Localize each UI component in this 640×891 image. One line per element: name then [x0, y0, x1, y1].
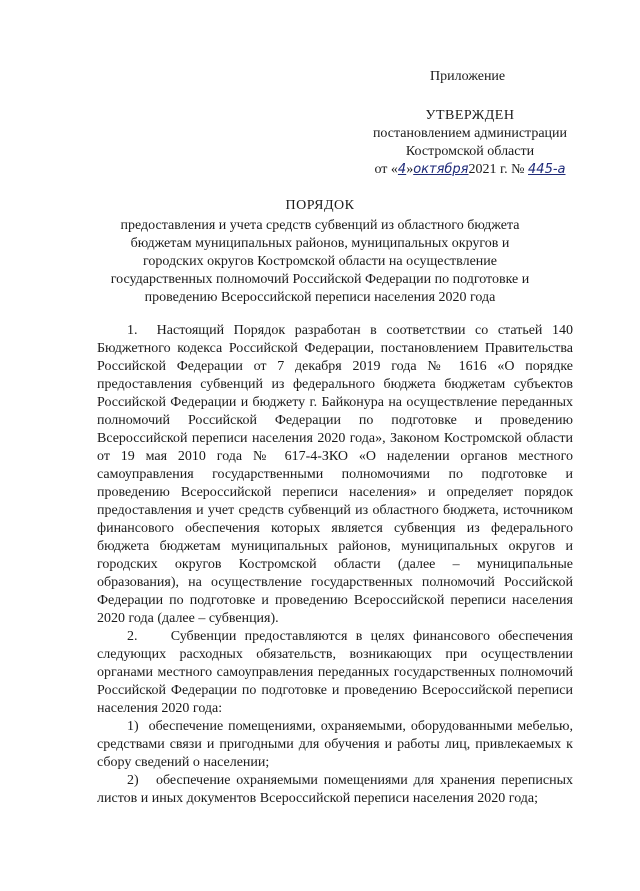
paragraph-2: 2. Субвенции предоставляются в целях финансового обеспечения следующих расходных обязательств, возникающих при осуществлении органами местного самоуправления переданных государственных полномочий Российской Федерации по подготовке и проведению Всероссийской переписи населения 2020 года:: [97, 629, 573, 716]
appendix-label: Приложение: [430, 69, 506, 84]
approved-heading: УТВЕРЖДЕН: [425, 108, 515, 123]
date-prefix: от «: [374, 162, 398, 177]
approval-date-line: [350, 161, 590, 179]
handwritten-day: 4: [397, 162, 407, 177]
approved-by-line-1: постановлением администрации: [372, 126, 568, 141]
handwritten-month: октября: [413, 162, 469, 177]
document-subtitle: предоставления и учета средств субвенций из областного бюджета бюджетам муниципальных районов, муниципальных округов и городских округов Костромской области на осуществление государственных полномочий Российской Федерации по подготовке и проведению Всероссийской переписи населения 2020 года: [110, 218, 530, 305]
paragraph-1: 1. Настоящий Порядок разработан в соответствии со статьей 140 Бюджетного кодекса Российской Федерации, постановлением Правительства Российской Федерации от 7 декабря 2019 года № 1616 «О порядке предоставления субвенций из федерального бюджета бюджетам субъектов Российской Федерации и бюджету г. Байконура на осуществление переданных полномочий Российской Федерации по подготовке и проведению Всероссийской переписи населения 2020 года», Законом Костромской области от 19 мая 2010 года № 617-4-ЗКО «О наделении органов местного самоуправления государственными полномочиями по подготовке и проведению Всероссийской переписи населения» и определяет порядок предоставления и учет средств субвенций из областного бюджета, источником финансового обеспечения которых является субвенция из федерального бюджета бюджетам муниципальных районов, муниципальных округов и городских округов Костромской области (далее – муниципальные образования), на осуществление государственных полномочий Российской Федерации по подготовке и проведению Всероссийской переписи населения 2020 года (далее – субвенция).: [97, 323, 573, 626]
handwritten-document-number: 445-а: [528, 162, 566, 177]
date-separator: »: [406, 162, 414, 177]
document-title: ПОРЯДОК: [285, 198, 355, 213]
list-item-2: 2) обеспечение охраняемыми помещениями для хранения переписных листов и иных документов Всероссийской переписи населения 2020 года;: [97, 773, 573, 806]
document-body: [97, 322, 573, 808]
approved-by-line-2: Костромской области: [405, 144, 535, 159]
list-item-1: 1) обеспечение помещениями, охраняемыми, оборудованными мебелью, средствами связи и пригодными для обучения и работы лиц, привлекаемых к сбору сведений о населении;: [97, 719, 573, 770]
approval-stamp: [350, 107, 590, 179]
date-year-and-number-label: 2021 г. №: [468, 162, 525, 177]
